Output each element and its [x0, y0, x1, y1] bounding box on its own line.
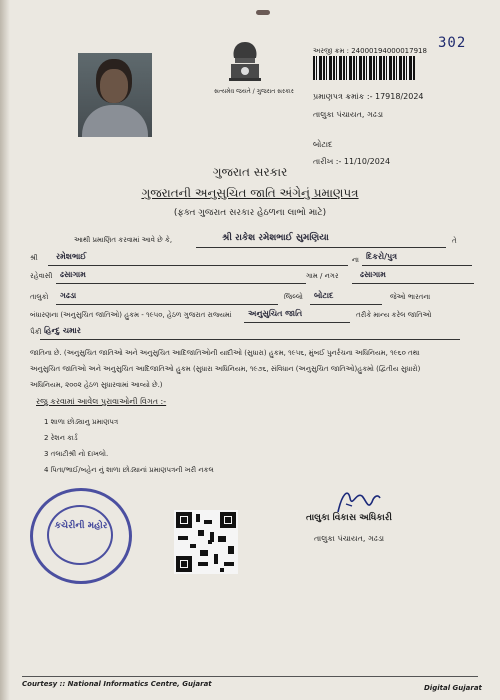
document-item: 3 તલાટીશ્રી નો દાખલો. — [44, 450, 109, 458]
name-underline — [196, 247, 446, 248]
intro-text: આથી પ્રમાણિત કરવામાં આવે છે કે, — [74, 236, 173, 244]
emblem-caption: સત્યમેવ જયતે / ગુજરાત સરકાર — [214, 88, 294, 95]
taluka-value: ગઢડા — [60, 291, 77, 300]
caste-underline — [244, 322, 350, 323]
government-title: ગુજરાત સરકાર — [212, 165, 288, 179]
staple-mark — [256, 10, 270, 15]
footer-brand: Digital Gujarat — [424, 684, 482, 692]
relation: દિકરો/પુત્ર — [366, 252, 398, 261]
certificate-number: પ્રમાણપત્ર ક્રમાંક :- 17918/2024 — [313, 92, 424, 101]
document-item: 4 પિતા/ભાઈ/બહેન નું શાળા છોડ્યાનાં પ્રમાણપત્રની ખરી નકલ — [44, 466, 214, 474]
caste-category: અનુસુચિત જાતિ — [248, 309, 303, 318]
certificate-subtitle: (ફક્ત ગુજરાત સરકાર હેઠળના લાભો માટે) — [173, 208, 327, 218]
taluka-underline — [56, 304, 278, 305]
district-underline — [310, 304, 382, 305]
district-value: બોટાદ — [314, 291, 334, 300]
na-label: ના — [352, 256, 359, 264]
page-edge-shadow — [0, 0, 10, 700]
seal-text: કચેરીની મહોર — [54, 521, 108, 531]
gaam-label: ગામ / નગર — [306, 272, 339, 280]
paragraph-line-1: જાતિના છે. (અનુસુચિત જાતિઓ અને અનુસુચિત આદિજાતિઓની યાદીઓ (સુધારા) હુકમ, ૧૯૫૬, મુંબઈ પુનર્રચના અધિનિયમ, ૧૯૬૦ તથા — [30, 349, 420, 357]
state-suffix: જેઓ ભારતના — [390, 293, 431, 301]
father-name: રમેશભાઈ — [56, 252, 87, 261]
issue-date: તારીખ :- 11/10/2024 — [313, 157, 391, 166]
certificate-title: ગુજરાતની અનુસુચિત જાતિ અંગેનું પ્રમાણપત્ર — [141, 186, 359, 200]
district-label: જિલ્લો — [284, 293, 303, 301]
documents-heading: રજુ કરવામાં આવેલ પુરાવાઓની વિગત :- — [36, 397, 167, 406]
subcaste: હિન્દુ ચમાર — [44, 326, 81, 335]
barcode — [313, 56, 415, 80]
to-suffix: તે — [452, 237, 457, 245]
state-emblem-icon — [222, 38, 268, 88]
holder-name: શ્રી રાકેશ રમેશભાઈ સુમણિયા — [222, 233, 329, 243]
gaam-value: ઢસાગામ — [360, 270, 386, 279]
village-underline — [56, 283, 306, 284]
office-seal-stamp — [30, 488, 132, 584]
signatory-designation: તાલુકા વિકાસ અધિકારી — [306, 513, 393, 523]
footer-divider — [22, 676, 478, 677]
paragraph-line-3: અધિનિયમ, ૨૦૦૨ હેઠળ સુધારવામાં આવ્યો છે.) — [30, 381, 163, 389]
applicant-photo — [78, 53, 152, 137]
issuing-office: તાલુકા પંચાયત, ગઢડા — [313, 110, 384, 119]
issue-place: બોટાદ — [313, 140, 333, 149]
document-item: 1 શાળા છોડ્યાનુ પ્રમાણપત્ર — [44, 418, 119, 426]
paragraph-line-2: અનુસુચિત જાતિઓ અને અનુસુચિત આદિજાતિઓ હુકમ (સુધારા અધિનિયમ, ૧૯૭૬, સંવિધાન (અનુસુચિત જાતિઓ)હુકમો (દ્વિતીય સુધારો) — [30, 365, 421, 373]
subcaste-underline — [40, 339, 460, 340]
relation-underline — [362, 265, 472, 266]
constitution-text: બંધારણના (અનુસુચિત જાતિઓ) હુકમ - ૧૯૫૦, હેઠળ ગુજરાત રાજ્યમાં — [30, 311, 232, 319]
taluka-label: તાલુકો — [30, 293, 49, 301]
footer-courtesy: Courtesy :: National Informatics Centre, Gujarat — [22, 680, 212, 688]
village-value: ઢસાગામ — [60, 270, 86, 279]
father-underline — [48, 265, 348, 266]
application-number: અરજી ક્રમ : 24000194000017918 — [313, 47, 427, 55]
handwritten-number: 302 — [438, 35, 467, 51]
qr-code — [174, 510, 238, 574]
caste-suffix: તરીકે માન્ય કરેલ જાતિઓ — [356, 311, 432, 319]
village-label: રહેવાસી — [30, 272, 53, 280]
signatory-office: તાલુકા પંચાયત, ગઢડા — [314, 534, 385, 543]
shri-label: શ્રી — [30, 254, 38, 262]
document-item: 2 રેશન કાર્ડ — [44, 434, 78, 442]
subcaste-prefix: પૈકી — [30, 328, 42, 336]
gaam-underline — [352, 283, 474, 284]
